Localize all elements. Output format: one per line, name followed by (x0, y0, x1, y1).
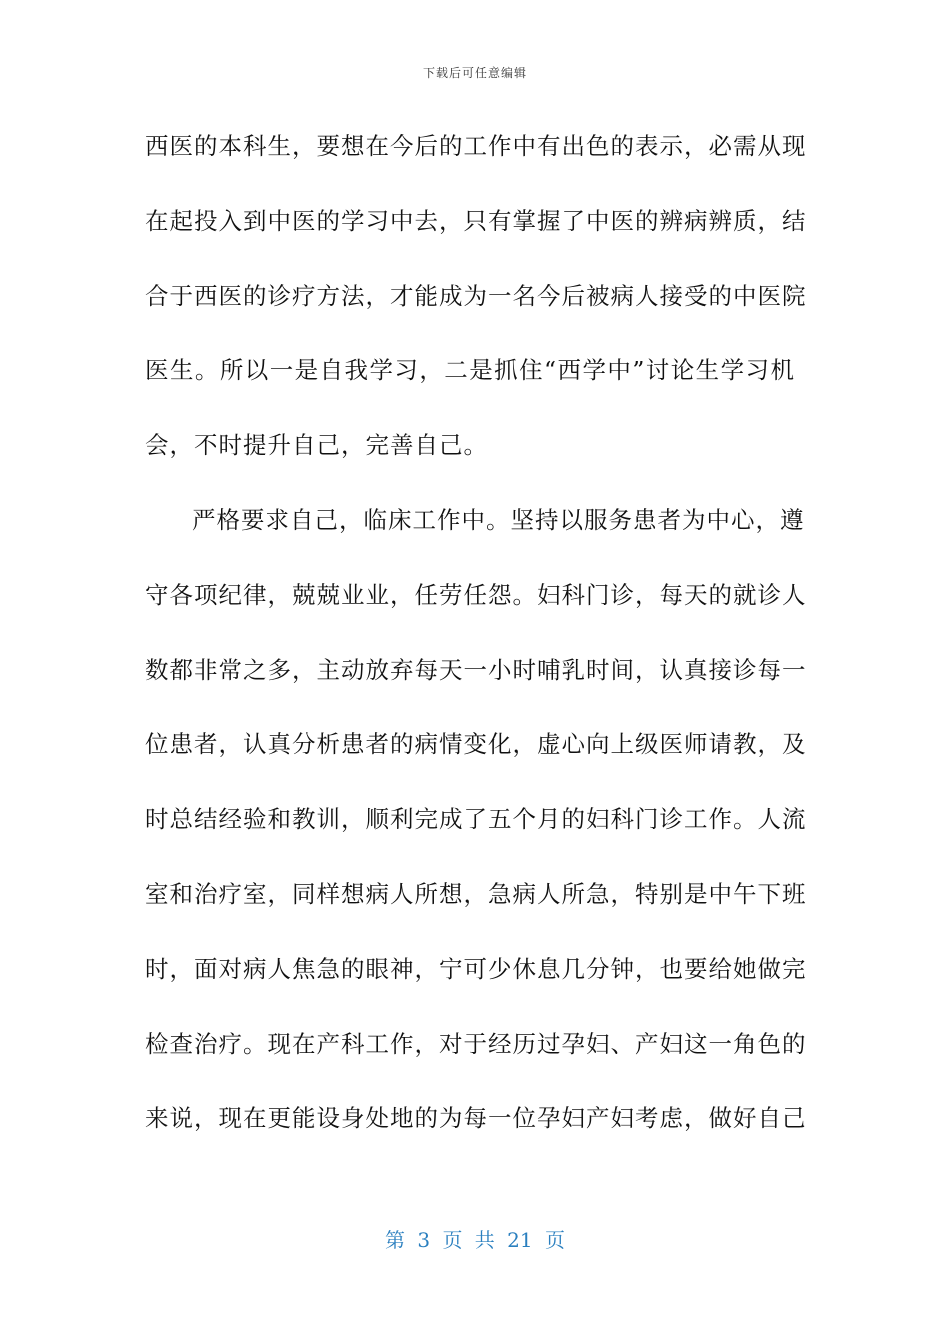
text-line: 在起投入到中医的学习中去，只有掌握了中医的辨病辨质，结 (145, 206, 807, 235)
text-line: 室和治疗室，同样想病人所想，急病人所急，特别是中午下班 (145, 879, 807, 908)
text-line: 检查治疗。现在产科工作，对于经历过孕妇、产妇这一角色的 (145, 1029, 807, 1058)
text-line: 时，面对病人焦急的眼神，宁可少休息几分钟，也要给她做完 (145, 954, 807, 983)
text-line: 来说，现在更能设身处地的为每一位孕妇产妇考虑，做好自己 (145, 1104, 807, 1133)
text-line: 医生。所以一是自我学习，二是抓住“西学中”讨论生学习机 (145, 356, 795, 385)
text-line: 合于西医的诊疗方法，才能成为一名今后被病人接受的中医院 (145, 281, 807, 310)
text-line: 西医的本科生，要想在今后的工作中有出色的表示，必需从现 (145, 132, 807, 160)
text-line: 守各项纪律，兢兢业业，任劳任怨。妇科门诊，每天的就诊人 (145, 580, 807, 609)
text-line: 数都非常之多，主动放弃每天一小时哺乳时间，认真接诊每一 (145, 655, 807, 684)
text-line: 时总结经验和教训，顺利完成了五个月的妇科门诊工作。人流 (145, 805, 807, 834)
document-body (145, 121, 807, 1168)
page-header: 下载后可任意编辑 (422, 66, 527, 80)
text-line: 严格要求自己，临床工作中。坚持以服务患者为中心，遵 (192, 505, 805, 534)
page-number: 第 3 页 共 21 页 (385, 1228, 565, 1252)
text-line: 位患者，认真分析患者的病情变化，虚心向上级医师请教，及 (145, 730, 807, 759)
text-line: 会，不时提升自己，完善自己。 (145, 431, 488, 460)
